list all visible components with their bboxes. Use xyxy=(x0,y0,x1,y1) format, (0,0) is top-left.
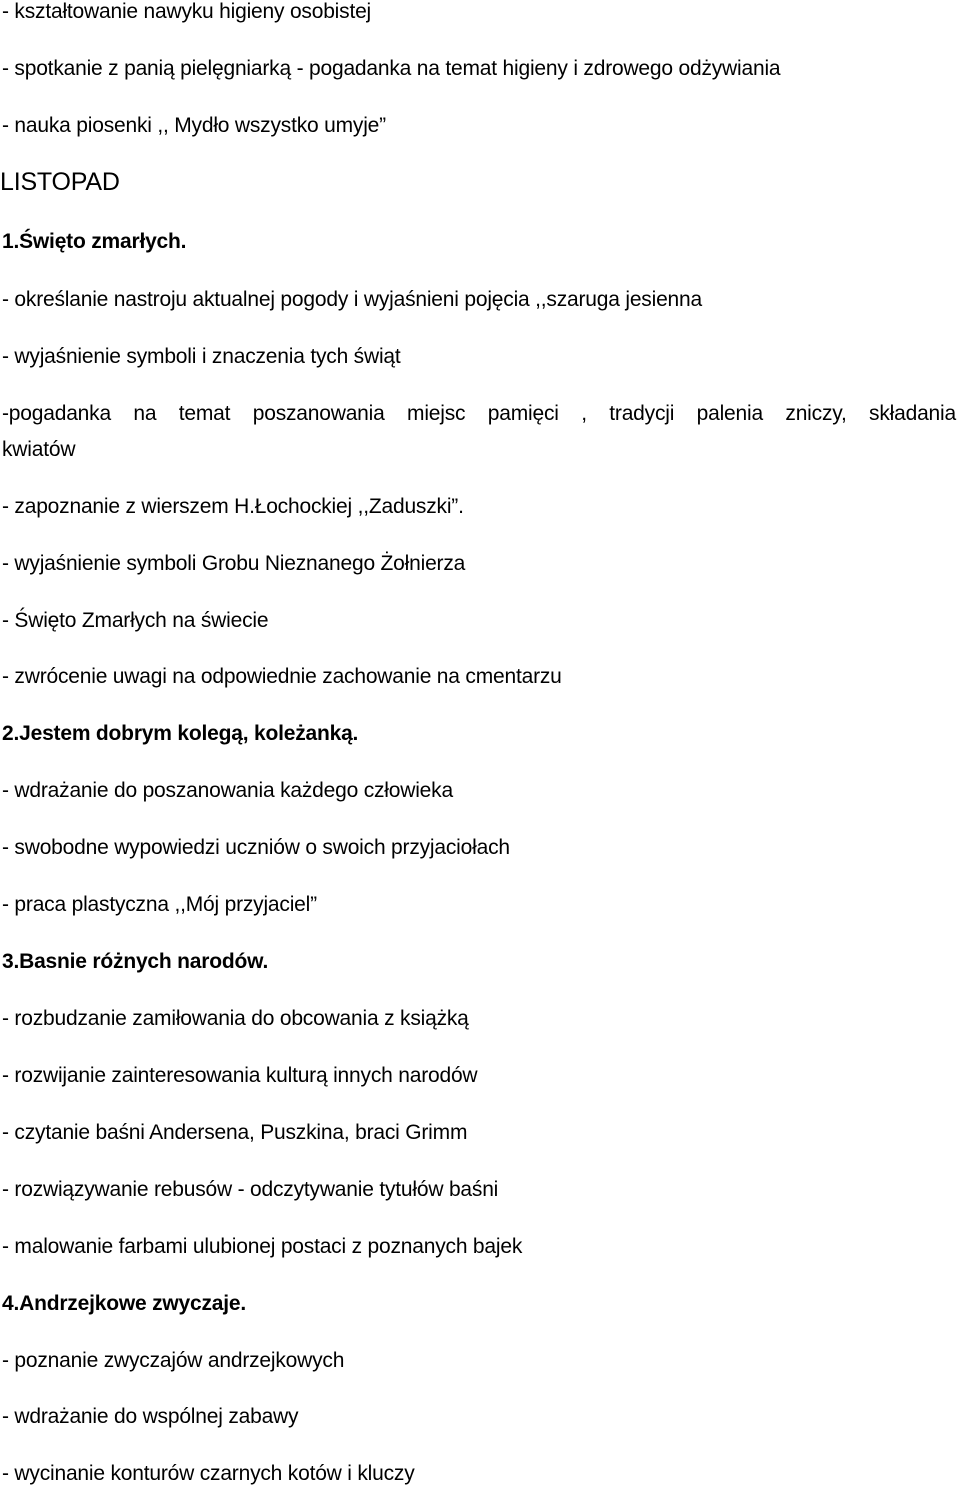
month-heading: LISTOPAD xyxy=(0,168,120,196)
text-line-poem: - zapoznanie z wierszem H.Łochockiej ,,Zaduszki”. xyxy=(2,495,464,518)
text-line-cultures: - rozwijanie zainteresowania kulturą innych narodów xyxy=(2,1064,478,1087)
text-line-friends: - swobodne wypowiedzi uczniów o swoich przyjaciołach xyxy=(2,836,510,859)
text-line-song: - nauka piosenki ,, Mydło wszystko umyje” xyxy=(2,114,386,137)
section-heading-4: 4.Andrzejkowe zwyczaje. xyxy=(2,1292,246,1315)
section-heading-1: 1.Święto zmarłych. xyxy=(2,230,187,253)
text-line-art-work: - praca plastyczna ,,Mój przyjaciel” xyxy=(2,893,317,916)
text-line-fairy-tales: - czytanie baśni Andersena, Puszkina, braci Grimm xyxy=(2,1121,468,1144)
text-line-symbols: - wyjaśnienie symboli i znaczenia tych świąt xyxy=(2,345,401,368)
text-line-painting: - malowanie farbami ulubionej postaci z poznanych bajek xyxy=(2,1235,523,1258)
text-line-cutting: - wycinanie konturów czarnych kotów i kluczy xyxy=(2,1462,415,1485)
text-line-customs: - poznanie zwyczajów andrzejkowych xyxy=(2,1349,345,1372)
text-line-flowers: kwiatów xyxy=(2,438,76,461)
text-line-rebuses: - rozwiązywanie rebusów - odczytywanie tytułów baśni xyxy=(2,1178,499,1201)
section-heading-3: 3.Basnie różnych narodów. xyxy=(2,950,269,973)
text-line-world: - Święto Zmarłych na świecie xyxy=(2,609,269,632)
section-heading-2: 2.Jestem dobrym kolegą, koleżanką. xyxy=(2,722,359,745)
text-line-cemetery: - zwrócenie uwagi na odpowiednie zachowanie na cmentarzu xyxy=(2,665,562,688)
text-line-weather: - określanie nastroju aktualnej pogody i wyjaśnieni pojęcia ,,szaruga jesienna xyxy=(2,288,702,311)
text-line-hygiene-habit: - kształtowanie nawyku higieny osobistej xyxy=(2,0,372,23)
text-line-play: - wdrażanie do wspólnej zabawy xyxy=(2,1405,299,1428)
text-line-unknown-soldier: - wyjaśnienie symboli Grobu Nieznanego Żołnierza xyxy=(2,552,466,575)
text-line-places-of-memory: -pogadanka na temat poszanowania miejsc pamięci , tradycji palenia zniczy, składania xyxy=(2,402,956,425)
text-line-respect: - wdrażanie do poszanowania każdego człowieka xyxy=(2,779,453,802)
text-line-nurse-meeting: - spotkanie z panią pielęgniarką - pogadanka na temat higieny i zdrowego odżywiania xyxy=(2,57,781,80)
text-line-books: - rozbudzanie zamiłowania do obcowania z książką xyxy=(2,1007,469,1030)
